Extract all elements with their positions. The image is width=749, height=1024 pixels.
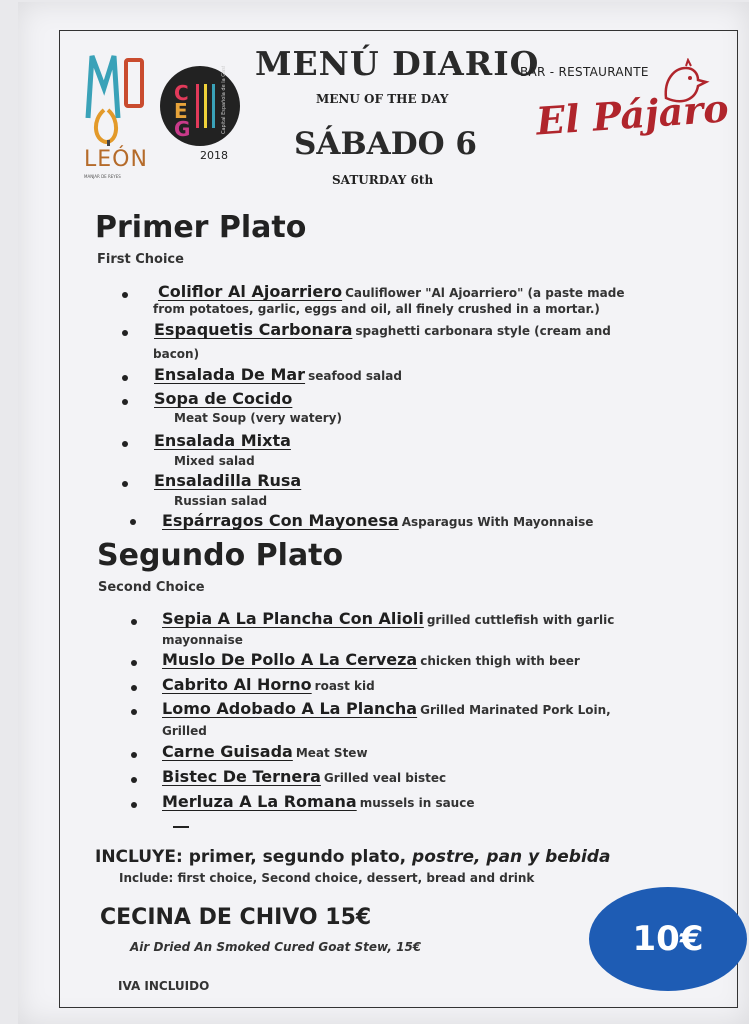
menu-day-en: SATURDAY 6th xyxy=(332,173,434,187)
item-name: Ensalada De Mar xyxy=(154,365,306,384)
menu-item xyxy=(162,512,593,531)
bullet-icon xyxy=(122,330,128,336)
first-course-subtitle: First Choice xyxy=(97,252,184,267)
second-course-title: Segundo Plato xyxy=(97,538,344,573)
bullet-icon xyxy=(131,802,137,808)
item-name: Coliflor Al Ajoarriero xyxy=(158,282,343,301)
item-desc: roast kid xyxy=(314,679,375,693)
menu-item xyxy=(154,472,304,491)
svg-text:G: G xyxy=(174,117,191,141)
item-name: Bistec De Ternera xyxy=(162,767,321,786)
menu-subtitle: MENU OF THE DAY xyxy=(316,92,449,106)
bullet-icon xyxy=(131,685,137,691)
menu-item xyxy=(162,676,375,695)
item-name: Sopa de Cocido xyxy=(154,389,293,408)
item-desc: mussels in sauce xyxy=(359,796,475,810)
menu-item xyxy=(162,768,446,787)
includes-en: Include: first choice, Second choice, dessert, bread and drink xyxy=(119,871,535,885)
capital-gastronomia-logo xyxy=(160,66,240,146)
item-desc-cont: Mixed salad xyxy=(174,454,255,468)
vat-note: IVA INCLUIDO xyxy=(118,979,210,993)
item-desc: Asparagus With Mayonnaise xyxy=(401,515,594,529)
ceg-label: Capital Española de la Gastronomía xyxy=(221,66,227,134)
bullet-icon xyxy=(131,752,137,758)
bullet-icon xyxy=(122,292,128,298)
includes-line xyxy=(95,847,610,867)
bar-restaurant-label: BAR - RESTAURANTE xyxy=(520,65,649,79)
capital-year: 2018 xyxy=(200,149,228,162)
price-badge xyxy=(589,887,747,991)
includes-label: INCLUYE: xyxy=(95,847,183,867)
bullet-icon xyxy=(122,375,128,381)
item-desc-cont: mayonnaise xyxy=(162,633,243,647)
item-desc: grilled cuttlefish with garlic xyxy=(426,613,615,627)
bullet-icon xyxy=(130,519,136,525)
svg-text:E: E xyxy=(174,99,188,123)
menu-item xyxy=(154,390,295,409)
item-name: Sepia A La Plancha Con Alioli xyxy=(162,609,424,628)
second-course-subtitle: Second Choice xyxy=(98,580,205,595)
bullet-icon xyxy=(131,660,137,666)
item-name: Espaquetis Carbonara xyxy=(154,320,353,339)
ceg-letters-icon xyxy=(160,66,240,146)
price-value: 10€ xyxy=(632,919,704,959)
restaurant-name: El Pájaro xyxy=(534,85,730,144)
item-desc-cont: Grilled xyxy=(162,724,207,738)
menu-item xyxy=(162,793,474,812)
item-desc: chicken thigh with beer xyxy=(420,654,580,668)
menu-item xyxy=(162,700,611,719)
menu-item xyxy=(158,283,624,302)
bullet-icon xyxy=(131,709,137,715)
item-desc: Grilled Marinated Pork Loin, xyxy=(420,703,611,717)
first-course-title: Primer Plato xyxy=(95,210,307,245)
item-desc: Grilled veal bistec xyxy=(323,771,447,785)
special-en: Air Dried An Smoked Cured Goat Stew, 15€ xyxy=(130,940,422,954)
leon-tagline: MANJAR DE REYES xyxy=(84,174,121,179)
item-name: Carne Guisada xyxy=(162,742,293,761)
item-desc-cont: from potatoes, garlic, eggs and oil, all finely crushed in a mortar.) xyxy=(153,302,600,316)
bullet-icon xyxy=(122,481,128,487)
menu-item xyxy=(162,651,580,670)
item-desc: Meat Stew xyxy=(295,746,368,760)
bullet-icon xyxy=(122,399,128,405)
bullet-icon xyxy=(122,441,128,447)
item-desc-cont: Russian salad xyxy=(174,494,268,508)
item-name: Muslo De Pollo A La Cerveza xyxy=(162,650,418,669)
item-name: Lomo Adobado A La Plancha xyxy=(162,699,418,718)
item-desc: seafood salad xyxy=(308,369,402,383)
item-name: Ensalada Mixta xyxy=(154,431,291,450)
svg-text:C: C xyxy=(174,81,189,105)
includes-text-italic: postre, pan y bebida xyxy=(412,847,611,867)
bullet-icon xyxy=(131,619,137,625)
dash-divider xyxy=(173,826,189,828)
item-desc: spaghetti carbonara style (cream and xyxy=(355,324,611,338)
menu-item xyxy=(162,743,368,762)
menu-item xyxy=(154,321,611,340)
special-title: CECINA DE CHIVO 15€ xyxy=(100,905,372,930)
item-name: Cabrito Al Horno xyxy=(162,675,312,694)
item-name: Ensaladilla Rusa xyxy=(154,471,302,490)
includes-text: primer, segundo plato, xyxy=(188,847,407,867)
item-name: Merluza A La Romana xyxy=(162,792,357,811)
menu-item xyxy=(154,366,402,385)
menu-item xyxy=(162,610,614,629)
menu-item xyxy=(154,432,294,451)
item-desc: Cauliflower "Al Ajoarriero" (a paste made xyxy=(345,286,625,300)
bullet-icon xyxy=(131,777,137,783)
menu-title: MENÚ DIARIO xyxy=(255,44,540,83)
menu-day: SÁBADO 6 xyxy=(294,126,477,162)
item-name: Espárragos Con Mayonesa xyxy=(162,511,399,530)
leon-logo-text: LEÓN xyxy=(84,147,148,172)
item-desc-cont: bacon) xyxy=(153,347,200,361)
item-desc-cont: Meat Soup (very watery) xyxy=(174,411,342,425)
